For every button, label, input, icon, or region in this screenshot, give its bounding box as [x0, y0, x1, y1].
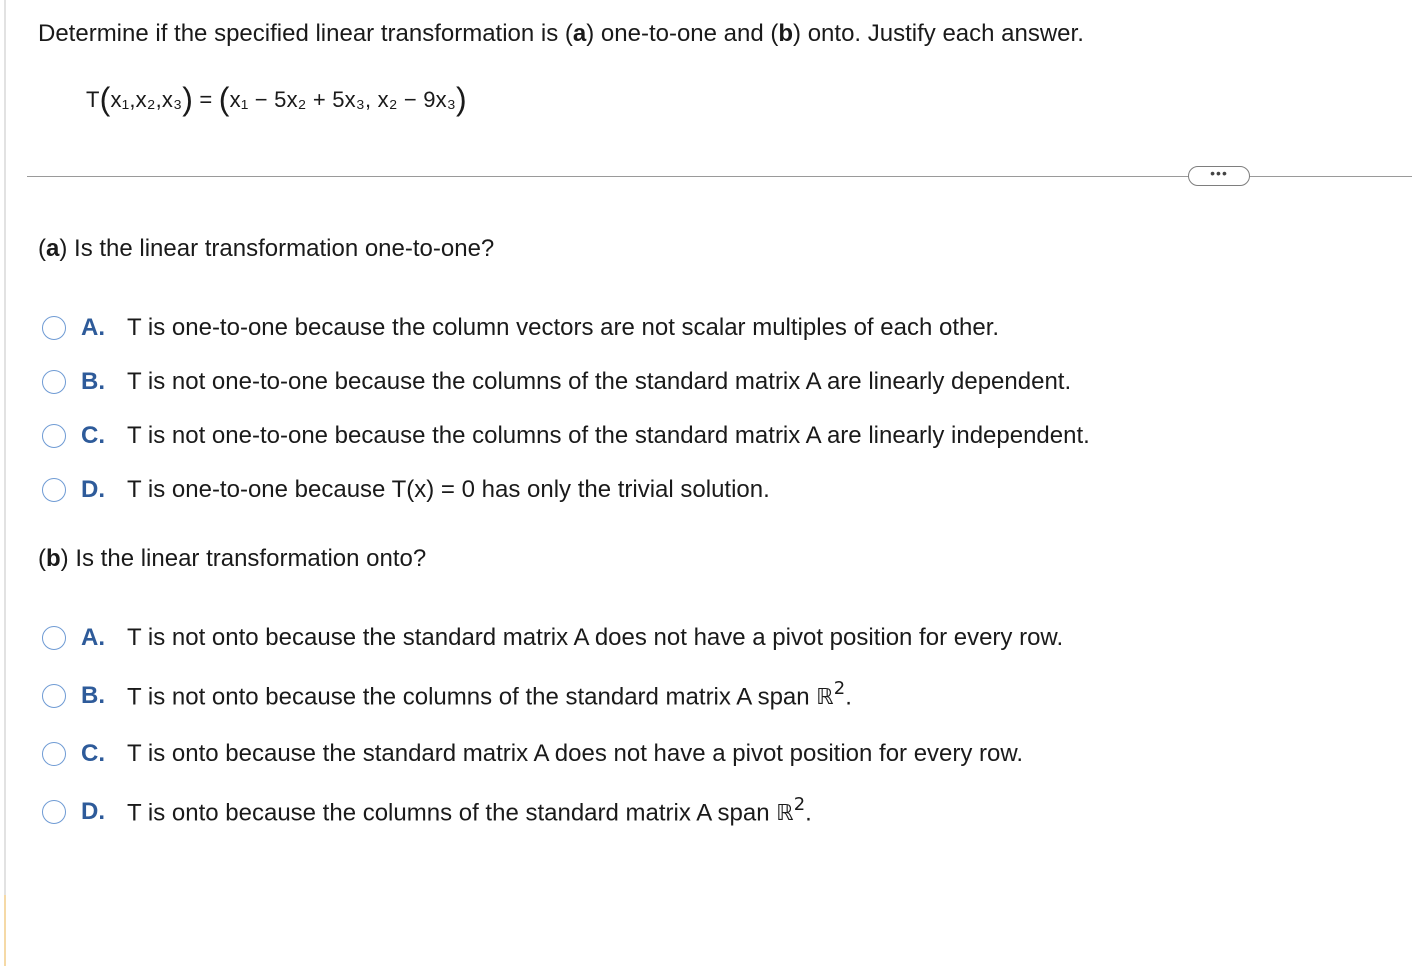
option-text: T is not one-to-one because the columns of the standard matrix A are linearly dependent. — [127, 368, 1072, 395]
paren-close-icon: ) — [182, 81, 194, 117]
option-letter: C. — [81, 740, 105, 767]
formula-rhs: x₁ − 5x₂ + 5x₃, x₂ − 9x₃ — [229, 87, 457, 112]
option-letter: D. — [81, 476, 105, 503]
option-text: T is not onto because the columns of the standard matrix A span ℝ$^2$. — [127, 678, 852, 711]
formula-lhs-name: T — [86, 87, 100, 112]
formula-equals: = — [199, 87, 213, 112]
question-part-a: (a) Is the linear transformation one-to-one? — [38, 235, 495, 262]
more-options-button[interactable]: ••• — [1188, 166, 1250, 186]
left-border-accent — [4, 895, 6, 966]
option-text: T is not one-to-one because the columns of the standard matrix A are linearly independent. — [127, 422, 1090, 449]
option-letter: A. — [81, 314, 105, 341]
question-part-b: (b) Is the linear transformation onto? — [38, 545, 427, 572]
transformation-formula — [86, 78, 467, 115]
real-numbers-symbol: ℝ$^2$ — [776, 794, 806, 827]
option-text: T is not onto because the standard matrix A does not have a pivot position for every row. — [127, 624, 1064, 651]
part-a-option-a[interactable] — [42, 314, 999, 342]
radio-button-icon[interactable] — [42, 478, 66, 502]
radio-button-icon[interactable] — [42, 800, 66, 824]
radio-button-icon[interactable] — [42, 626, 66, 650]
formula-lhs-args: x₁,x₂,x₃ — [110, 87, 183, 112]
option-letter: B. — [81, 368, 105, 395]
real-numbers-symbol: ℝ$^2$ — [816, 678, 846, 711]
option-text: T is one-to-one because T(x) = 0 has only the trivial solution. — [127, 476, 770, 503]
radio-button-icon[interactable] — [42, 742, 66, 766]
option-text: T is onto because the standard matrix A does not have a pivot position for every row. — [127, 740, 1024, 767]
paren-open-icon: ( — [218, 81, 230, 117]
part-b-option-a[interactable] — [42, 624, 1063, 652]
radio-button-icon[interactable] — [42, 370, 66, 394]
part-a-option-c[interactable] — [42, 422, 1090, 450]
part-b-option-b[interactable] — [42, 680, 852, 711]
part-b-option-d[interactable] — [42, 796, 812, 827]
radio-button-icon[interactable] — [42, 316, 66, 340]
option-text: T is onto because the columns of the standard matrix A span ℝ$^2$. — [127, 794, 812, 827]
option-letter: A. — [81, 624, 105, 651]
part-b-option-c[interactable] — [42, 740, 1023, 768]
option-letter: D. — [81, 797, 105, 825]
option-letter: C. — [81, 422, 105, 449]
problem-prompt: Determine if the specified linear transformation is (a) one-to-one and (b) onto. Justify each answer. — [38, 20, 1084, 47]
part-a-option-b[interactable] — [42, 368, 1071, 396]
option-letter: B. — [81, 681, 105, 709]
radio-button-icon[interactable] — [42, 684, 66, 708]
paren-close-icon: ) — [456, 81, 467, 117]
left-border — [4, 0, 6, 966]
part-a-option-d[interactable] — [42, 476, 770, 504]
paren-open-icon: ( — [99, 81, 111, 117]
radio-button-icon[interactable] — [42, 424, 66, 448]
option-text: T is one-to-one because the column vectors are not scalar multiples of each other. — [127, 314, 1000, 341]
